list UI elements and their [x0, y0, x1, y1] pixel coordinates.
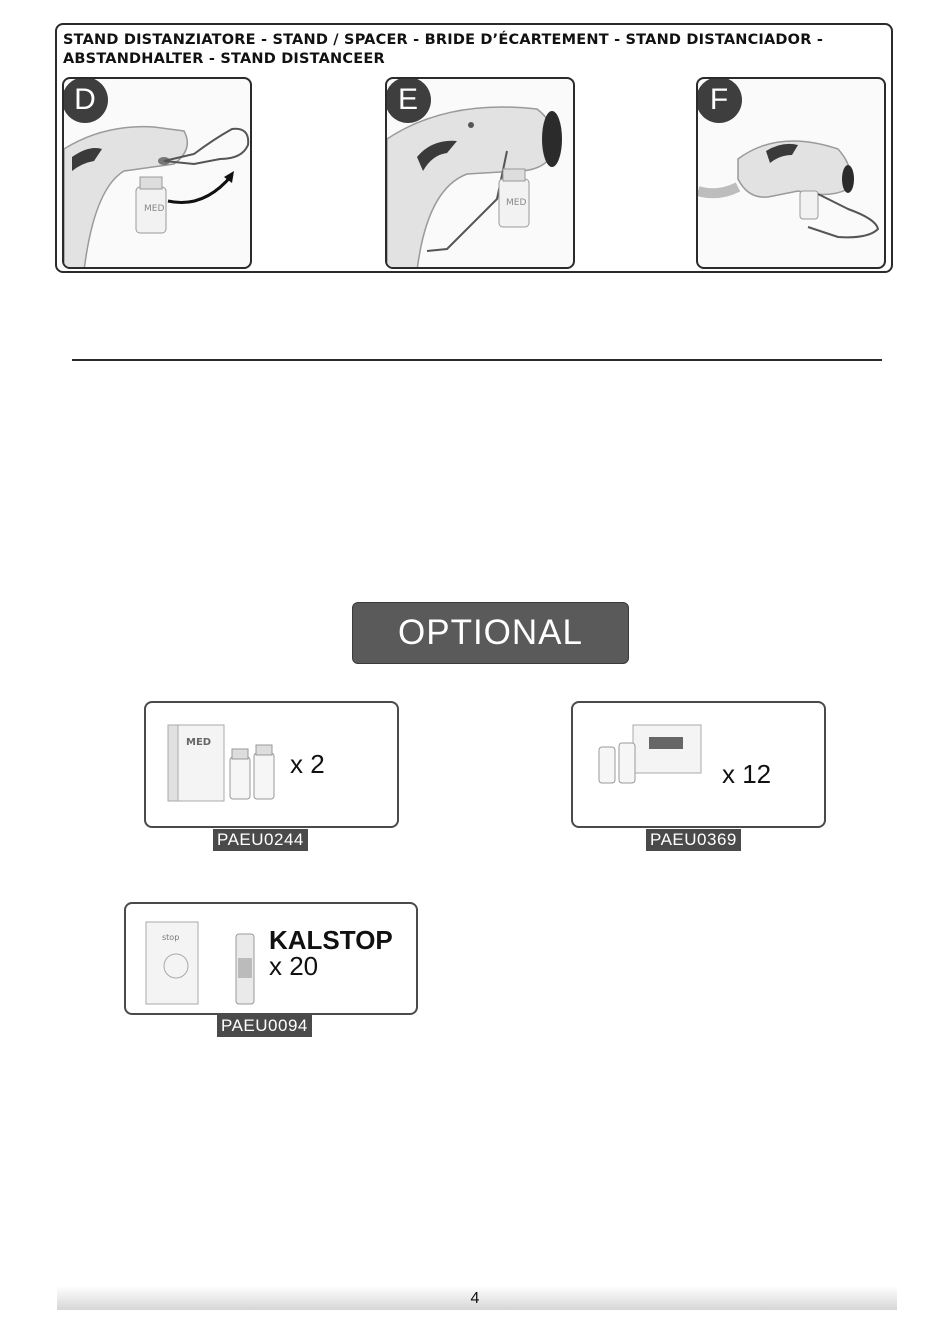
- step-d-illustration: [62, 77, 252, 269]
- step-letter-f: F: [696, 77, 742, 123]
- product-code-badge: PAEU0244: [213, 829, 308, 851]
- product-card-paeu0369: [571, 701, 826, 828]
- product-code-badge: PAEU0094: [217, 1015, 312, 1037]
- page-number: 4: [470, 1290, 480, 1307]
- svg-text:MED: MED: [144, 204, 165, 214]
- cartridge-box-two-bottles-image: [166, 723, 278, 808]
- product-code-badge: PAEU0369: [646, 829, 741, 851]
- step-f-illustration: [696, 77, 886, 269]
- section-divider: [72, 359, 882, 361]
- cartridge-multipack-image: [593, 721, 703, 791]
- product-quantity: x 12: [722, 759, 772, 789]
- svg-text:MED: MED: [506, 198, 527, 208]
- product-name: KALSTOP: [269, 925, 393, 955]
- step-letter-e: E: [385, 77, 431, 123]
- product-card-paeu0244: [144, 701, 399, 828]
- product-quantity: x 2: [290, 749, 325, 779]
- kalstop-pack-image: [144, 918, 264, 1008]
- step-e-illustration: [385, 77, 575, 269]
- stand-title: STAND DISTANZIATORE - STAND / SPACER - BRIDE D’ÉCARTEMENT - STAND DISTANCIADOR - ABSTANDHALTER - STAND DISTANCEER: [63, 32, 824, 67]
- optional-heading: OPTIONAL: [352, 602, 629, 664]
- svg-text:MED: MED: [186, 737, 212, 748]
- product-quantity: x 20: [269, 951, 319, 981]
- product-card-paeu0094: [124, 902, 418, 1015]
- step-letter-d: D: [62, 77, 108, 123]
- stand-section: [55, 23, 893, 273]
- svg-text:stop: stop: [162, 933, 180, 942]
